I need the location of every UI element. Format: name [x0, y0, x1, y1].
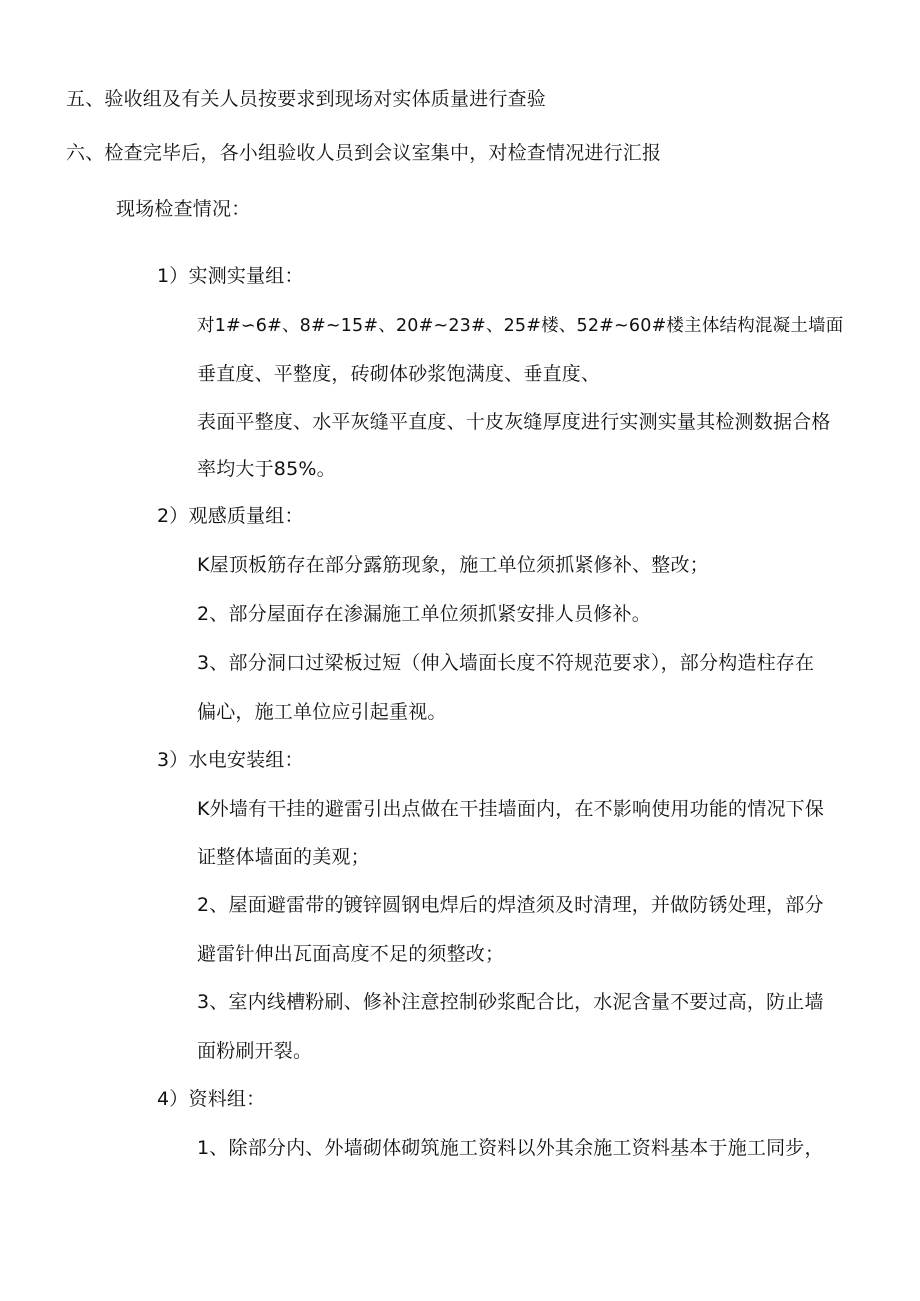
- paragraph-line: 3、部分洞口过梁板过短（伸入墙面长度不符规范要求），部分构造柱存在: [197, 652, 815, 674]
- item-6: 六、检查完毕后，各小组验收人员到会议室集中，对检查情况进行汇报: [66, 142, 662, 164]
- paragraph-line: K外墙有干挂的避雷引出点做在干挂墙面内，在不影响使用功能的情况下保: [197, 798, 825, 820]
- paragraph-line: 面粉刷开裂。: [197, 1040, 313, 1062]
- paragraph-line: 证整体墙面的美观；: [197, 846, 370, 868]
- paragraph-line: 3、室内线槽粉刷、修补注意控制砂浆配合比，水泥含量不要过高，防止墙: [197, 991, 824, 1013]
- item-5: 五、验收组及有关人员按要求到现场对实体质量进行查验: [66, 88, 547, 110]
- inspection-heading: 现场检查情况：: [116, 198, 251, 220]
- paragraph-line: 表面平整度、水平灰缝平直度、十皮灰缝厚度进行实测实量其检测数据合格: [197, 411, 831, 433]
- paragraph-line: 垂直度、平整度，砖砌体砂浆饱满度、垂直度、: [197, 363, 601, 385]
- paragraph-line: 2、部分屋面存在渗漏施工单位须抓紧安排人员修补。: [197, 603, 651, 625]
- group-heading-measurement: 1）实测实量组：: [157, 265, 304, 287]
- paragraph-line: 率均大于85%。: [197, 458, 336, 480]
- paragraph-line: K屋顶板筋存在部分露筋现象，施工单位须抓紧修补、整改；: [197, 554, 709, 576]
- paragraph-line: 2、屋面避雷带的镀锌圆钢电焊后的焊渣须及时清理，并做防锈处理，部分: [197, 894, 824, 916]
- paragraph-line: 对1#∽6#、8#~15#、20#~23#、25#楼、52#~60#楼主体结构混凝土墙面: [197, 316, 844, 336]
- paragraph-line: 1、除部分内、外墙砌体砌筑施工资料以外其余施工资料基本于施工同步，: [197, 1137, 824, 1159]
- group-heading-mep: 3）水电安装组：: [157, 749, 304, 771]
- paragraph-line: 偏心，施工单位应引起重视。: [197, 701, 447, 723]
- paragraph-line: 避雷针伸出瓦面高度不足的须整改；: [197, 943, 505, 965]
- group-heading-documents: 4）资料组：: [157, 1088, 266, 1110]
- group-heading-appearance: 2）观感质量组：: [157, 505, 304, 527]
